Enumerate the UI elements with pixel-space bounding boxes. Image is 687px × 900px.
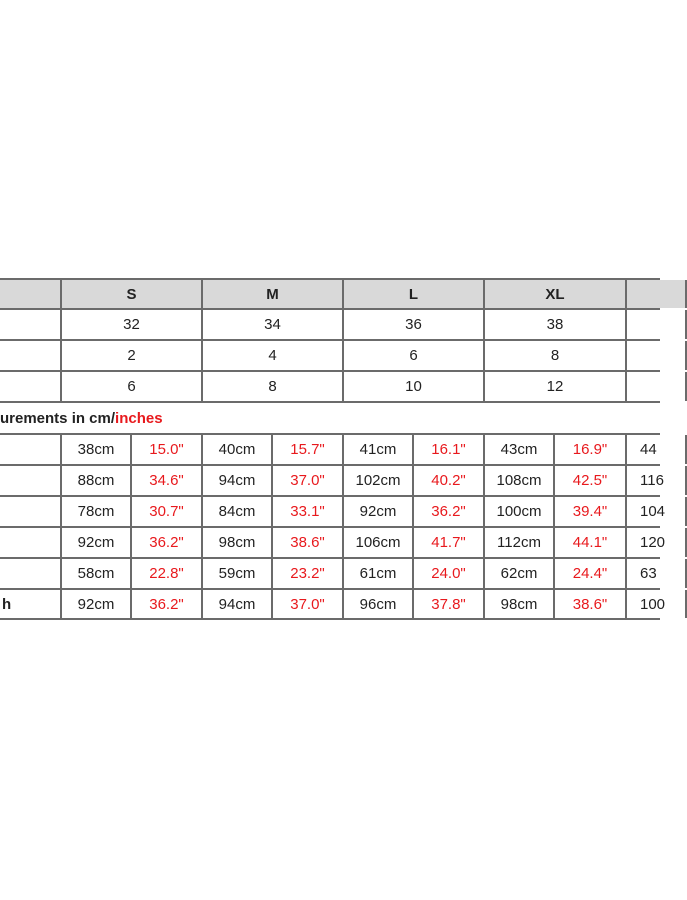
measurement-row: [0, 590, 666, 618]
inch-value: 30.7": [132, 497, 203, 526]
size-next-header: [627, 280, 687, 308]
size-value: 6: [344, 341, 485, 370]
row-label: [0, 372, 62, 401]
inch-value: 16.1": [414, 435, 485, 464]
inch-value: 15.7": [273, 435, 344, 464]
row-label: [0, 497, 62, 526]
row-label: [0, 466, 62, 495]
cm-value: 102cm: [344, 466, 414, 495]
size-row: [0, 341, 660, 370]
inch-value: 36.2": [132, 528, 203, 557]
size-m-header: M: [203, 280, 344, 308]
subheading-inches-text: inches: [115, 410, 163, 427]
measurement-row: [0, 528, 666, 557]
cm-value: 88cm: [62, 466, 132, 495]
cm-value: 98cm: [203, 528, 273, 557]
inch-value: 37.0": [273, 590, 344, 618]
row-label: [0, 528, 62, 557]
size-value: 36: [344, 310, 485, 339]
cm-value-cut: 44: [627, 435, 687, 464]
size-value: 32: [62, 310, 203, 339]
size-value-cut: [627, 341, 687, 370]
grid-line: [0, 526, 660, 528]
cm-value: 100cm: [485, 497, 555, 526]
grid-line: [0, 308, 660, 310]
size-value: 2: [62, 341, 203, 370]
inch-value: 37.0": [273, 466, 344, 495]
inch-value: 23.2": [273, 559, 344, 588]
inch-value: 44.1": [555, 528, 627, 557]
cm-value: 98cm: [485, 590, 555, 618]
grid-line: [0, 278, 660, 280]
subheading-cm-text: urements in cm/: [0, 410, 116, 427]
grid-line: [0, 370, 660, 372]
row-label: h: [0, 590, 62, 618]
cm-value: 61cm: [344, 559, 414, 588]
inch-value: 37.8": [414, 590, 485, 618]
cm-value: 92cm: [344, 497, 414, 526]
cm-value: 43cm: [485, 435, 555, 464]
cm-value: 41cm: [344, 435, 414, 464]
size-value: 8: [203, 372, 344, 401]
row-label: [0, 310, 62, 339]
inch-value: 36.2": [414, 497, 485, 526]
cm-value: 58cm: [62, 559, 132, 588]
size-value: 34: [203, 310, 344, 339]
inch-value: 42.5": [555, 466, 627, 495]
grid-line: [0, 618, 660, 620]
inch-value: 22.8": [132, 559, 203, 588]
cm-value: 94cm: [203, 466, 273, 495]
cm-value-cut: 100: [627, 590, 687, 618]
cm-value: 40cm: [203, 435, 273, 464]
inch-value: 41.7": [414, 528, 485, 557]
inch-value: 16.9": [555, 435, 627, 464]
measurements-subheading: [0, 408, 163, 430]
cm-value: 38cm: [62, 435, 132, 464]
inch-value: 24.0": [414, 559, 485, 588]
grid-line: [0, 433, 660, 435]
size-row: [0, 372, 660, 401]
grid-line: [0, 588, 660, 590]
cm-value: 94cm: [203, 590, 273, 618]
grid-line: [0, 401, 660, 403]
measurement-row: [0, 435, 660, 464]
size-value: 38: [485, 310, 627, 339]
size-chart-table: [0, 278, 666, 620]
measurement-row: [0, 497, 666, 526]
size-value: 4: [203, 341, 344, 370]
inch-value: 39.4": [555, 497, 627, 526]
inch-value: 38.6": [273, 528, 344, 557]
size-header-row: [0, 280, 660, 308]
inch-value: 33.1": [273, 497, 344, 526]
size-s-header: S: [62, 280, 203, 308]
cm-value-cut: 120: [627, 528, 687, 557]
measurement-row: [0, 466, 664, 495]
inch-value: 34.6": [132, 466, 203, 495]
row-label: [0, 435, 62, 464]
cm-value-cut: 63: [627, 559, 687, 588]
size-value-cut: [627, 310, 687, 339]
size-row: [0, 310, 660, 339]
inch-value: 15.0": [132, 435, 203, 464]
size-value: 10: [344, 372, 485, 401]
row-label: [0, 559, 62, 588]
cm-value: 62cm: [485, 559, 555, 588]
inch-value: 40.2": [414, 466, 485, 495]
size-value: 12: [485, 372, 627, 401]
row-label: [0, 341, 62, 370]
cm-value: 108cm: [485, 466, 555, 495]
size-xl-header: XL: [485, 280, 627, 308]
cm-value: 112cm: [485, 528, 555, 557]
cm-value: 92cm: [62, 590, 132, 618]
cm-value-cut: 116: [627, 466, 687, 495]
cm-value: 96cm: [344, 590, 414, 618]
cm-value: 59cm: [203, 559, 273, 588]
size-l-header: L: [344, 280, 485, 308]
inch-value: 38.6": [555, 590, 627, 618]
cm-value-cut: 104: [627, 497, 687, 526]
size-value: 6: [62, 372, 203, 401]
cm-value: 92cm: [62, 528, 132, 557]
size-value: 8: [485, 341, 627, 370]
grid-line: [0, 339, 660, 341]
grid-line: [0, 557, 660, 559]
measurement-row: [0, 559, 660, 588]
grid-line: [0, 464, 660, 466]
inch-value: 36.2": [132, 590, 203, 618]
cm-value: 84cm: [203, 497, 273, 526]
inch-value: 24.4": [555, 559, 627, 588]
size-value-cut: [627, 372, 687, 401]
grid-line: [0, 495, 660, 497]
cm-value: 106cm: [344, 528, 414, 557]
header-label-cell: [0, 280, 62, 308]
cm-value: 78cm: [62, 497, 132, 526]
